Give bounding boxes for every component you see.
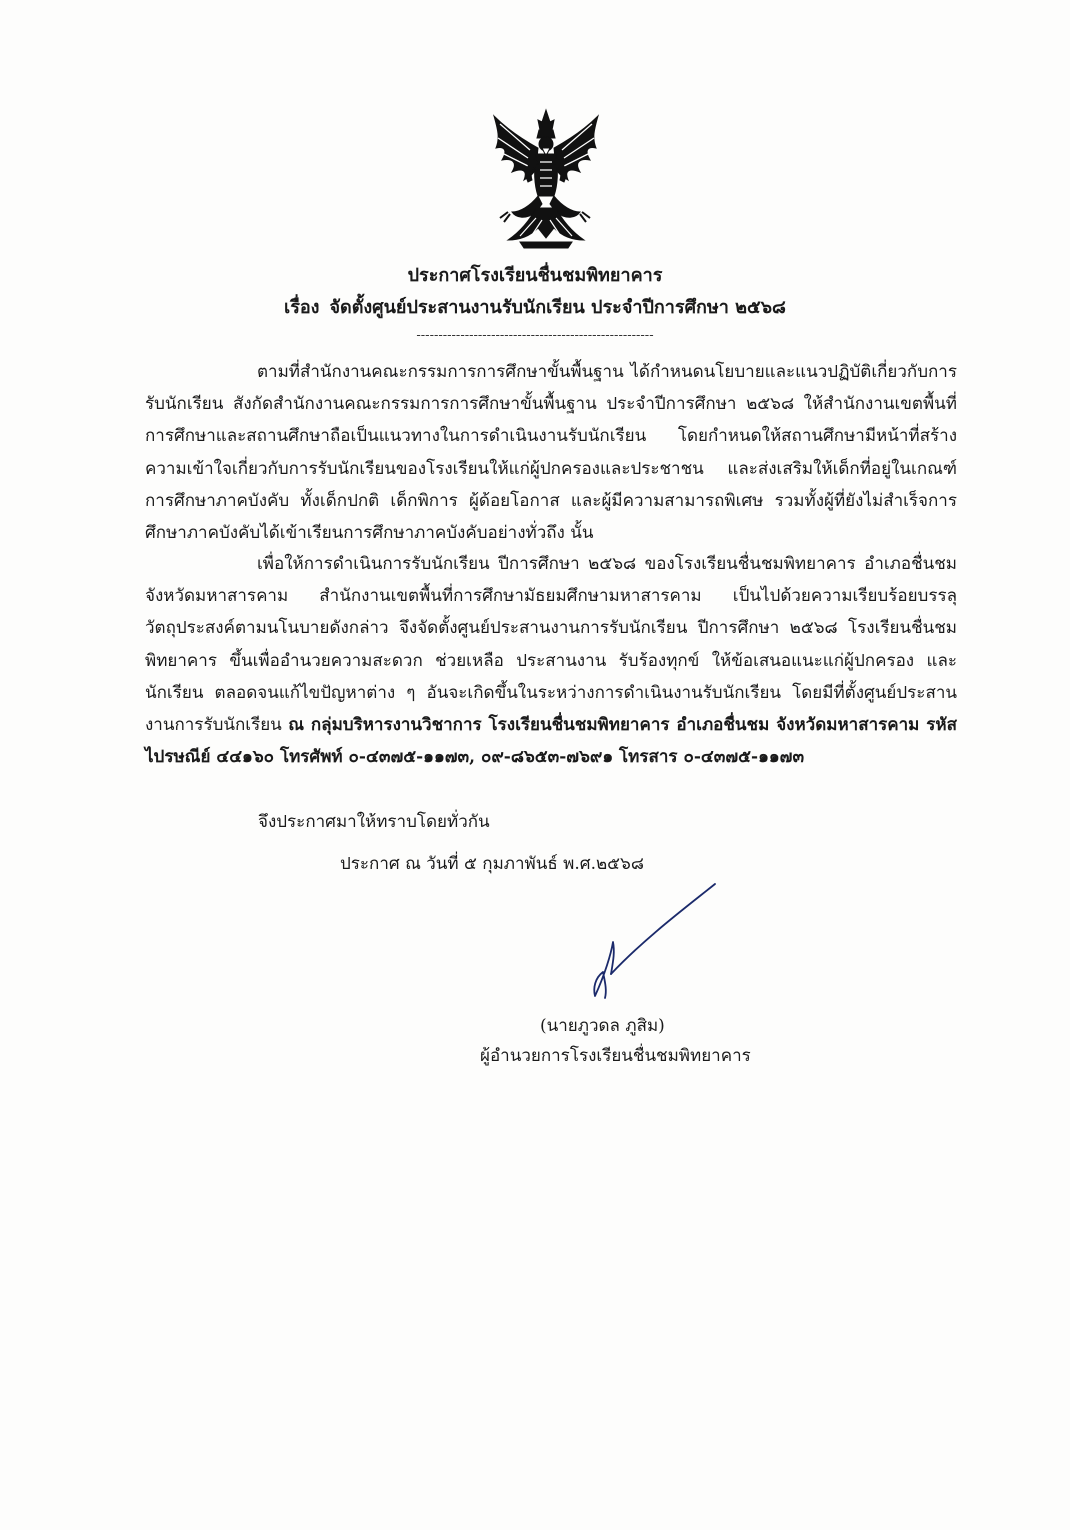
announcement-subject — [0, 294, 1070, 322]
body-paragraph-1: ตามที่สำนักงานคณะกรรมการการศึกษาขั้นพื้นฐาน ได้กำหนดนโยบายและแนวปฏิบัติเกี่ยวกับการรับนักเรียน สังกัดสำนักงานคณะกรรมการการศึกษาขั้นพื้นฐาน ประจำปีการศึกษา ๒๕๖๘ ให้สำนักงานเขตพื้นที่การศึกษาและสถานศึกษาถือเป็นแนวทางในการดำเนินงานรับนักเรียน โดยกำหนดให้สถานศึกษามีหน้าที่สร้างความเข้าใจเกี่ยวกับการรับนักเรียนของโรงเรียนให้แก่ผู้ปกครองและประชาชน และส่งเสริมให้เด็กที่อยู่ในเกณฑ์การศึกษาภาคบังคับ ทั้งเด็กปกติ เด็กพิการ ผู้ด้อยโอกาส และผู้มีความสามารถพิเศษ รวมทั้งผู้ที่ยังไม่สำเร็จการศึกษาภาคบังคับได้เข้าเรียนการศึกษาภาคบังคับอย่างทั่วถึง นั้น — [145, 362, 957, 544]
announcement-title: ประกาศโรงเรียนชื่นชมพิทยาคาร — [407, 265, 663, 286]
closing-statement: จึงประกาศมาให้ทราบโดยทั่วกัน — [258, 812, 490, 832]
paragraph-2-text: เพื่อให้การดำเนินการรับนักเรียน ปีการศึกษา ๒๕๖๘ ของโรงเรียนชื่นชมพิทยาคาร อำเภอชื่นชม จังหวัดมหาสารคาม สำนักงานเขตพื้นที่การศึกษามัธยมศึกษามหาสารคาม เป็นไปด้วยความเรียบร้อยบรรลุวัตถุประสงค์ตามนโนบายดังกล่าว จึงจัดตั้งศูนย์ประสานงานการรับนักเรียน ปีการศึกษา ๒๕๖๘ โรงเรียนชื่นชมพิทยาคาร ขึ้นเพื่ออำนวยความสะดวก ช่วยเหลือ ประสานงาน รับร้องทุกข์ ให้ข้อเสนอแนะแก่ผู้ปกครอง และนักเรียน ตลอดจนแก้ไขปัญหาต่าง ๆ อันจะเกิดขึ้นในระหว่างการดำเนินงานรับนักเรียน โดยมีที่ตั้งศูนย์ประสานงานการรับนักเรียน — [145, 554, 957, 736]
body-paragraph-2 — [145, 548, 957, 773]
signatory-position: ผู้อำนวยการโรงเรียนชื่นชมพิทยาคาร — [480, 1046, 751, 1066]
garuda-emblem-icon — [490, 108, 602, 250]
subject-label: เรื่อง — [284, 297, 320, 318]
announcement-date: ประกาศ ณ วันที่ ๕ กุมภาพันธ์ พ.ศ.๒๕๖๘ — [340, 854, 644, 874]
subject-text: จัดตั้งศูนย์ประสานงานรับนักเรียน ประจำปีการศึกษา ๒๕๖๘ — [329, 297, 786, 318]
signatory-name: (นายภูวดล ภูสิม) — [540, 1016, 665, 1036]
handwritten-signature — [565, 878, 725, 1008]
contact-details: ณ กลุ่มบริหารงานวิชาการ โรงเรียนชื่นชมพิทยาคาร อำเภอชื่นชม จังหวัดมหาสารคาม รหัสไปรษณีย์ ๔๔๑๖๐ โทรศัพท์ ๐-๔๓๗๕-๑๑๗๓, ๐๙-๘๖๕๓-๗๖๙๑ โทรสาร ๐-๔๓๗๕-๑๑๗๓ — [145, 715, 957, 768]
header-separator: ------------------------------------------------------ — [416, 328, 654, 343]
